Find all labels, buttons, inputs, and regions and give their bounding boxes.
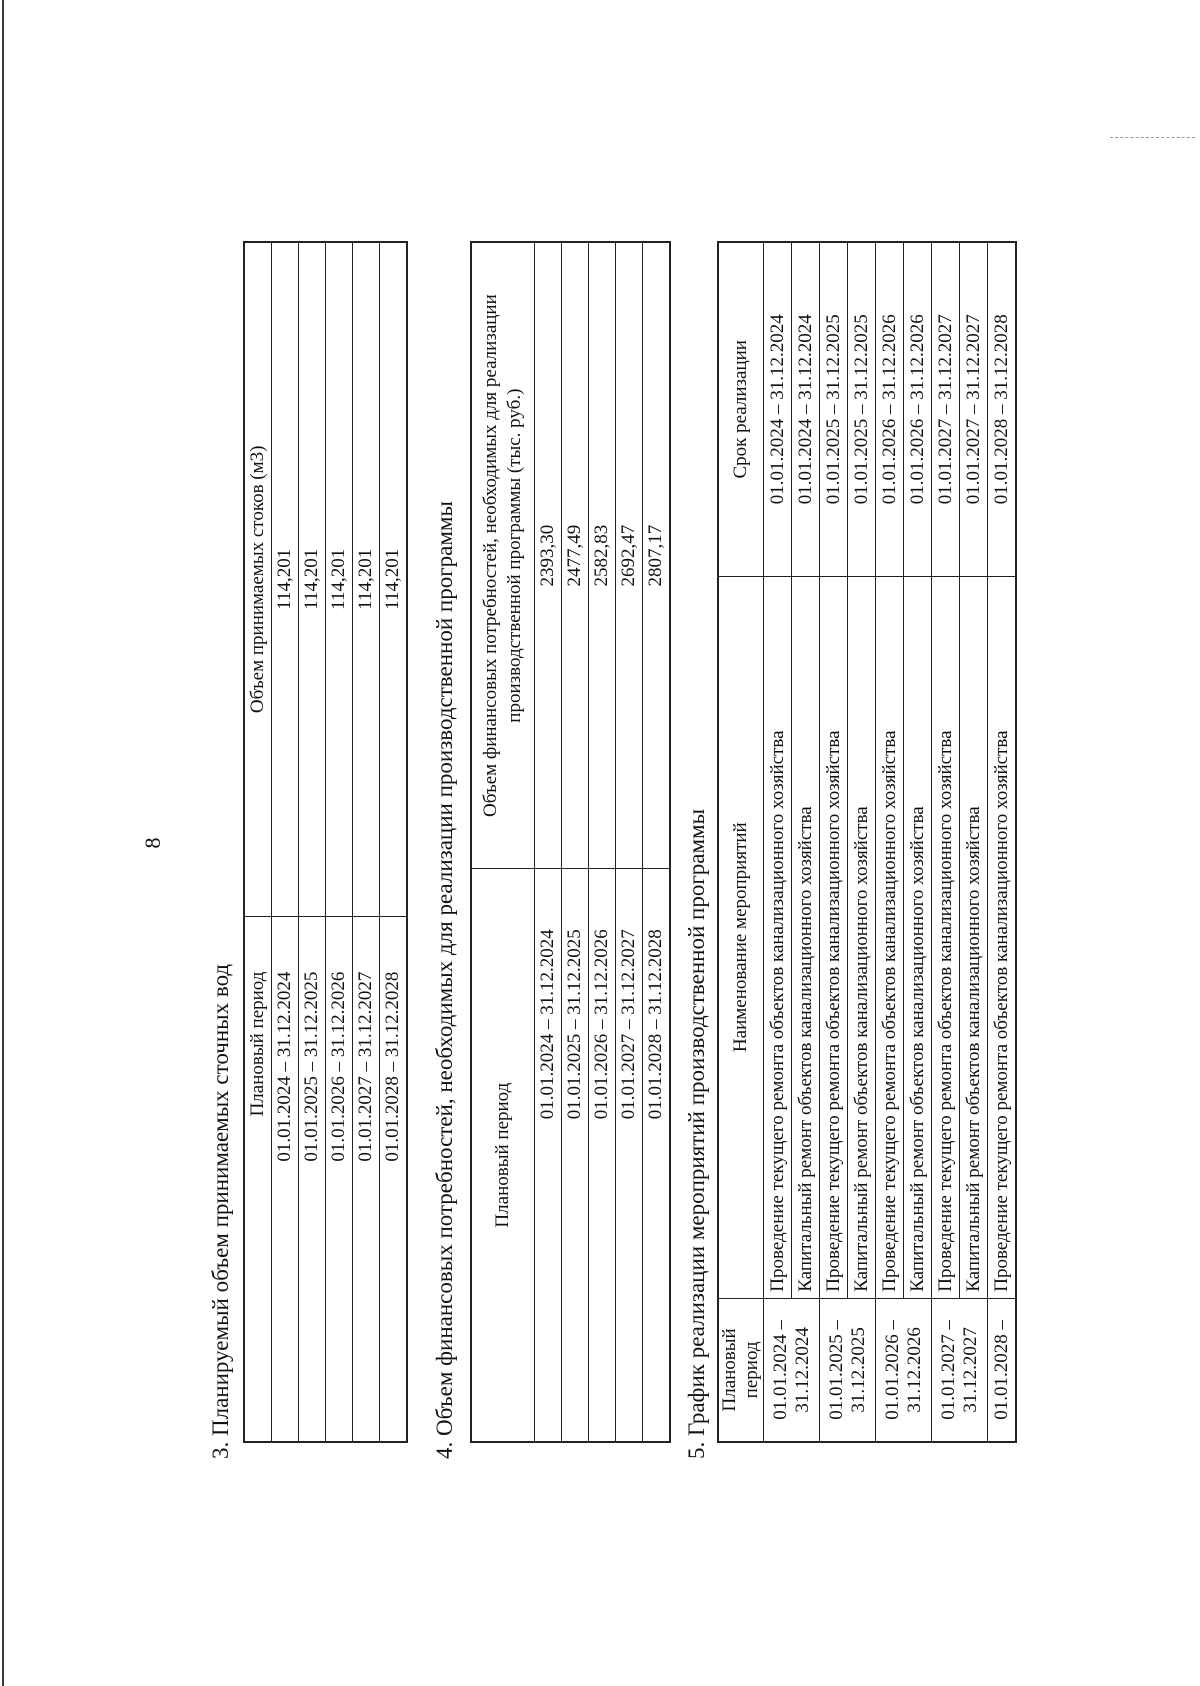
- column-header-finance: Объем финансовых потребностей, необходимых для реализации производственной программы (тыс. руб.): [471, 242, 535, 869]
- section4-table: [470, 241, 671, 1443]
- table-row: [326, 242, 353, 1442]
- period-cell: 01.01.2027 – 31.12.2027: [616, 869, 643, 1442]
- period-cell: 01.01.2024 – 31.12.2024: [272, 916, 299, 1442]
- volume-cell: 114,201: [353, 242, 380, 916]
- column-header-period: Плановый период: [718, 1298, 764, 1442]
- period-cell: 01.01.2028 –: [988, 1298, 1017, 1442]
- section3-table: [243, 241, 408, 1443]
- period-cell: 01.01.2024 – 31.12.2024: [764, 1298, 820, 1442]
- table-header-row: [244, 242, 272, 1442]
- table-row: [616, 242, 643, 1442]
- column-header-period: Плановый период: [471, 869, 535, 1442]
- section4-title: 4. Объем финансовых потребностей, необходимых для реализации производственной программы: [432, 501, 457, 1459]
- table-row: [792, 242, 820, 1442]
- activity-cell: Проведение текущего ремонта объектов канализационного хозяйства: [820, 576, 848, 1298]
- volume-cell: 114,201: [326, 242, 353, 916]
- activity-cell: Проведение текущего ремонта объектов канализационного хозяйства: [988, 576, 1017, 1298]
- period-cell: 01.01.2026 – 31.12.2026: [589, 869, 616, 1442]
- table-row: [988, 242, 1017, 1442]
- table-row: [589, 242, 616, 1442]
- period-cell: 01.01.2026 – 31.12.2026: [326, 916, 353, 1442]
- activity-cell: Капитальный ремонт объектов канализационного хозяйства: [792, 576, 820, 1298]
- term-cell: 01.01.2024 – 31.12.2024: [792, 242, 820, 576]
- finance-cell: 2393,30: [535, 242, 562, 869]
- term-cell: 01.01.2028 – 31.12.2028: [988, 242, 1017, 576]
- activity-cell: Капитальный ремонт объектов канализационного хозяйства: [904, 576, 932, 1298]
- term-cell: 01.01.2027 – 31.12.2027: [960, 242, 988, 576]
- period-cell: 01.01.2026 – 31.12.2026: [876, 1298, 932, 1442]
- column-header-activity: Наименование мероприятий: [718, 576, 764, 1298]
- period-cell: 01.01.2024 – 31.12.2024: [535, 869, 562, 1442]
- page-number: 8: [140, 837, 165, 849]
- section5-table: [717, 241, 1017, 1443]
- table-header-row: [718, 242, 764, 1442]
- finance-cell: 2692,47: [616, 242, 643, 869]
- section5-title: 5. График реализации мероприятий производственной программы: [684, 808, 709, 1459]
- period-cell: 01.01.2028 – 31.12.2028: [380, 916, 408, 1442]
- volume-cell: 114,201: [380, 242, 408, 916]
- column-header-period: Плановый период: [244, 916, 272, 1442]
- table-row: [643, 242, 671, 1442]
- term-cell: 01.01.2027 – 31.12.2027: [932, 242, 960, 576]
- table-row: [820, 242, 848, 1442]
- term-cell: 01.01.2026 – 31.12.2026: [904, 242, 932, 576]
- column-header-volume: Объем принимаемых стоков (м3): [244, 242, 272, 916]
- table-row: [904, 242, 932, 1442]
- finance-cell: 2807,17: [643, 242, 671, 869]
- table-row: [380, 242, 408, 1442]
- term-cell: 01.01.2025 – 31.12.2025: [848, 242, 876, 576]
- table-row: [353, 242, 380, 1442]
- table-row: [764, 242, 792, 1442]
- period-cell: 01.01.2028 – 31.12.2028: [643, 869, 671, 1442]
- section3-title: 3. Планируемый объем принимаемых сточных вод: [208, 963, 233, 1459]
- activity-cell: Проведение текущего ремонта объектов канализационного хозяйства: [932, 576, 960, 1298]
- period-cell: 01.01.2025 – 31.12.2025: [562, 869, 589, 1442]
- term-cell: 01.01.2026 – 31.12.2026: [876, 242, 904, 576]
- period-cell: 01.01.2027 – 31.12.2027: [932, 1298, 988, 1442]
- activity-cell: Проведение текущего ремонта объектов канализационного хозяйства: [876, 576, 904, 1298]
- table-row: [932, 242, 960, 1442]
- table-row: [876, 242, 904, 1442]
- column-header-term: Срок реализации: [718, 242, 764, 576]
- period-cell: 01.01.2027 – 31.12.2027: [353, 916, 380, 1442]
- activity-cell: Капитальный ремонт объектов канализационного хозяйства: [848, 576, 876, 1298]
- finance-cell: 2477,49: [562, 242, 589, 869]
- activity-cell: Капитальный ремонт объектов канализационного хозяйства: [960, 576, 988, 1298]
- table-row: [299, 242, 326, 1442]
- finance-cell: 2582,83: [589, 242, 616, 869]
- volume-cell: 114,201: [299, 242, 326, 916]
- table-row: [535, 242, 562, 1442]
- term-cell: 01.01.2025 – 31.12.2025: [820, 242, 848, 576]
- period-cell: 01.01.2025 – 31.12.2025: [820, 1298, 876, 1442]
- volume-cell: 114,201: [272, 242, 299, 916]
- term-cell: 01.01.2024 – 31.12.2024: [764, 242, 792, 576]
- table-row: [848, 242, 876, 1442]
- table-row: [272, 242, 299, 1442]
- activity-cell: Проведение текущего ремонта объектов канализационного хозяйства: [764, 576, 792, 1298]
- table-row: [960, 242, 988, 1442]
- table-row: [562, 242, 589, 1442]
- table-header-row: [471, 242, 535, 1442]
- period-cell: 01.01.2025 – 31.12.2025: [299, 916, 326, 1442]
